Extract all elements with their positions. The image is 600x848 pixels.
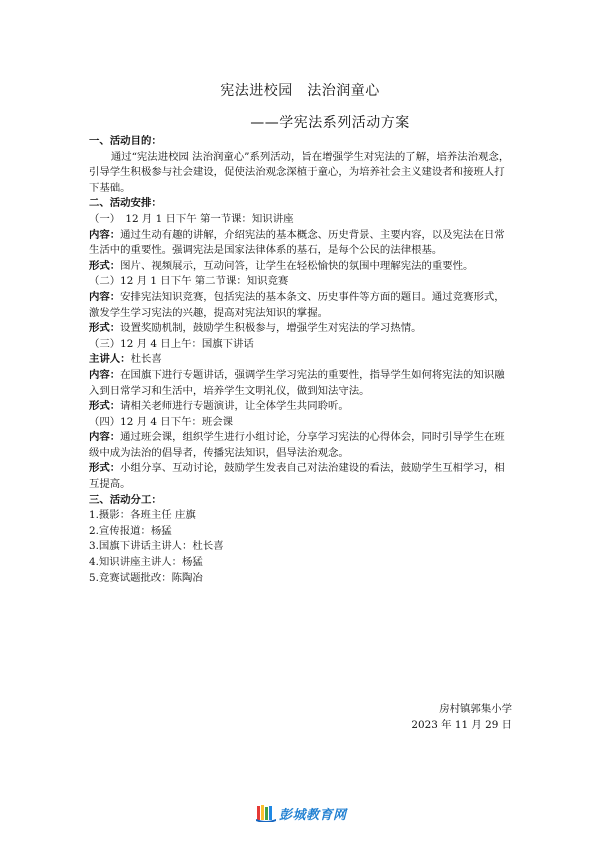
book-icon — [256, 804, 276, 822]
form-label: 形式： — [89, 322, 121, 335]
content-label: 内容： — [89, 431, 121, 444]
division-item: 2.宣传报道：杨猛 — [89, 524, 172, 537]
section-heading-division: 三、活动分工： — [89, 493, 162, 506]
form-text: 图片、视频展示，互动问答，让学生在轻松愉快的氛围中理解宪法的重要性。 — [120, 259, 474, 272]
content-text: 在国旗下进行专题讲话，强调学生学习宪法的重要性，指导学生如何将宪法的知识融入到日常学习和生活中，培养学生文明礼仪，做到知法守法。 — [89, 368, 505, 397]
form-text: 请相关老师进行专题演讲，让全体学生共同聆听。 — [120, 400, 349, 413]
watermark-text: 彭城教育网 — [279, 807, 347, 823]
signature-org: 房村镇郭集小学 — [439, 703, 512, 715]
content-text: 通过班会课，组织学生进行小组讨论，分享学习宪法的心得体会，同时引导学生在班级中成为法治的倡导者，传播宪法知识，倡导法治观念。 — [89, 431, 505, 459]
form-label: 形式： — [89, 259, 121, 272]
watermark-logo — [256, 803, 347, 823]
content-text: 安排宪法知识竞赛，包括宪法的基本条文、历史事件等方面的题目。通过竞赛形式，激发学生学习宪法的兴趣，提高对宪法知识的掌握。 — [89, 290, 505, 319]
division-item: 4.知识讲座主讲人：杨猛 — [89, 556, 203, 569]
form-text: 设置奖励机制，鼓励学生积极参与，增强学生对宪法的学习热情。 — [120, 322, 422, 335]
form-label: 形式： — [89, 400, 121, 413]
purpose-text: 通过“宪法进校园 法治润童心”系列活动，旨在增强学生对宪法的了解，培养法治观念，引导学生积极参与社会建设，促使法治观念深植于童心，为培养社会主义建设者和接班人打下基础。 — [89, 150, 510, 194]
form-label: 形式： — [89, 462, 121, 475]
session-2-title: （二）12 月 1 日下午 第二节课：知识竞赛 — [89, 275, 289, 288]
section-heading-arrangement: 二、活动安排： — [89, 197, 162, 210]
session-2-content — [89, 290, 513, 321]
section-heading-purpose: 一、活动目的： — [89, 135, 162, 147]
content-label: 内容： — [89, 228, 121, 241]
session-3-speaker — [89, 352, 513, 368]
session-3-form — [89, 399, 513, 415]
division-item: 3.国旗下讲话主讲人：杜长喜 — [89, 540, 224, 553]
speaker-label: 主讲人： — [89, 353, 131, 366]
session-2-form — [89, 321, 513, 337]
speaker-name: 杜长喜 — [130, 353, 162, 366]
session-4-form — [89, 461, 513, 492]
doc-subtitle: ——学宪法系列活动方案 — [250, 115, 410, 131]
session-4-title: （四）12 月 4 日下午：班会课 — [89, 415, 234, 428]
content-label: 内容： — [89, 290, 121, 303]
session-1-form — [89, 259, 513, 275]
session-1-content — [89, 228, 513, 259]
session-3-content — [89, 368, 513, 399]
division-item: 5.竞赛试题批改：陈陶冶 — [89, 571, 203, 584]
session-4-content — [89, 430, 513, 461]
content-label: 内容： — [89, 368, 121, 381]
division-item: 1.摄影：各班主任 庄旗 — [89, 509, 196, 522]
doc-title: 宪法进校园 法治润童心 — [220, 83, 380, 99]
signature-date: 2023 年 11 月 29 日 — [411, 719, 512, 731]
content-text: 通过生动有趣的讲解，介绍宪法的基本概念、历史背景、主要内容，以及宪法在日常生活中的重要性。强调宪法是国家法律体系的基石，是每个公民的法律根基。 — [89, 228, 505, 257]
form-text: 小组分享、互动讨论，鼓励学生发表自己对法治建设的看法，鼓励学生互相学习，相互提高。 — [89, 462, 505, 491]
session-1-title: （一） 12 月 1 日下午 第一节课：知识讲座 — [89, 212, 294, 225]
session-3-title: （三）12 月 4 日上午：国旗下讲话 — [89, 337, 254, 350]
doc-body — [89, 134, 513, 586]
